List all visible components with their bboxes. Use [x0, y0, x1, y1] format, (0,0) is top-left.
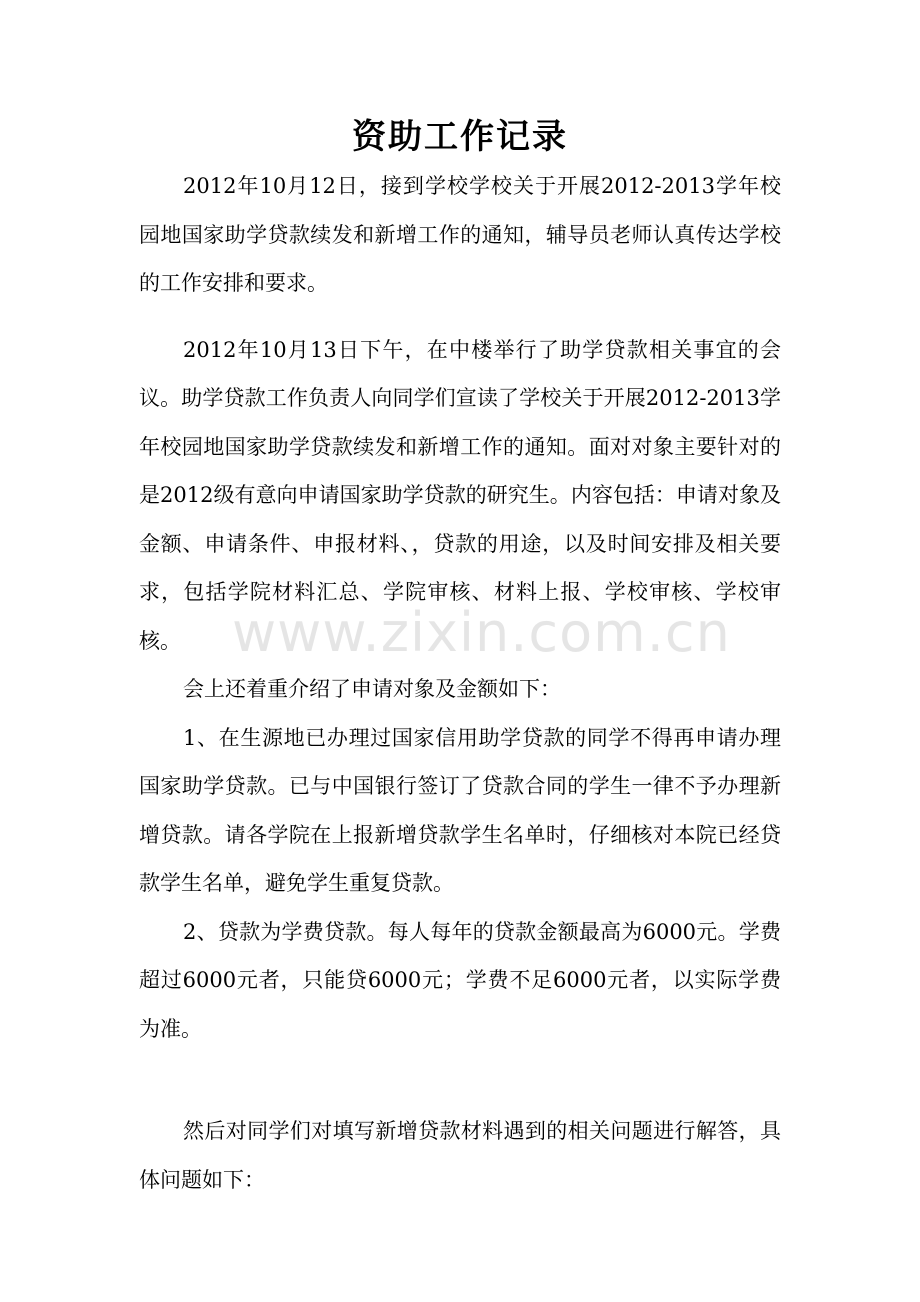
- paragraph-meeting: 2012年10月13日下午，在中楼举行了助学贷款相关事宜的会议。助学贷款工作负责人向同学们宣读了学校关于开展2012-2013学年校园地国家助学贷款续发和新增工作的通知。面对对象主要针对的是2012级有意向申请国家助学贷款的研究生。内容包括：申请对象及金额、申请条件、申报材料、，贷款的用途，以及时间安排及相关要求，包括学院材料汇总、学院审核、材料上报、学校审核、学校审核。: [139, 337, 781, 653]
- document-title: 资助工作记录: [352, 117, 568, 157]
- document-body: [139, 162, 781, 1204]
- paragraph-questions: 然后对同学们对填写新增贷款材料遇到的相关问题进行解答，具体问题如下：: [139, 1119, 781, 1192]
- paragraph-introduction: 会上还着重介绍了申请对象及金额如下：: [183, 677, 561, 701]
- paragraph-item-2: 2、贷款为学费贷款。每人每年的贷款金额最高为6000元。学费超过6000元者，只能贷6000元；学费不足6000元者，以实际学费为准。: [139, 919, 781, 1041]
- paragraph-item-1: 1、在生源地已办理过国家信用助学贷款的同学不得再申请办理国家助学贷款。已与中国银行签订了贷款合同的学生一律不予办理新增贷款。请各学院在上报新增贷款学生名单时，仔细核对本院已经贷款学生名单，避免学生重复贷款。: [139, 725, 781, 895]
- site-watermark: www.zixin.com.cn: [232, 601, 731, 664]
- paragraph-notice-received: 2012年10月12日，接到学校学校关于开展2012-2013学年校园地国家助学贷款续发和新增工作的通知，辅导员老师认真传达学校的工作安排和要求。: [139, 174, 781, 295]
- paragraph-gap: [139, 308, 781, 326]
- paragraph-gap: [139, 1053, 781, 1107]
